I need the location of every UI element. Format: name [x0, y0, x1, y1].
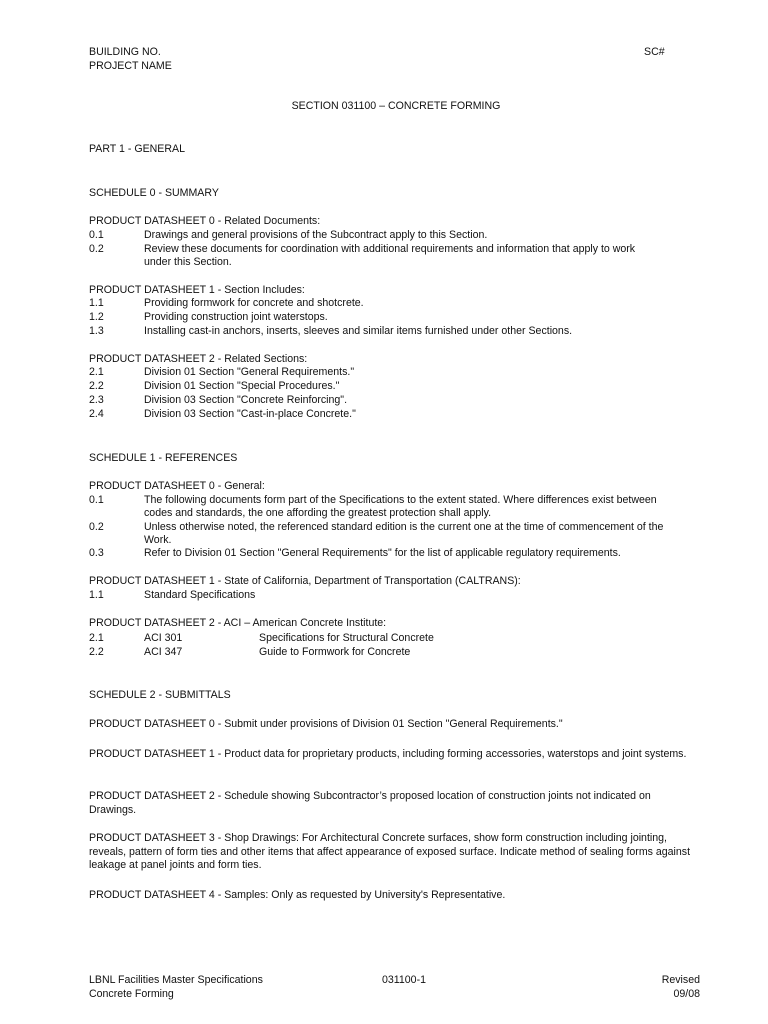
item-number: 1.3	[89, 325, 104, 337]
item-text-cont: under this Section.	[144, 256, 232, 268]
item-number: 1.1	[89, 589, 104, 601]
item-number: 1.2	[89, 311, 104, 323]
schedule-0-title: SCHEDULE 0 - SUMMARY	[89, 187, 219, 199]
datasheet-paragraph: PRODUCT DATASHEET 3 - Shop Drawings: For Architectural Concrete surfaces, show form construction including jointing, reveals, pattern of form ties and other items that affect appearance of exposed surface. Indicate method of sealing forms against leakage at panel joints and form ties.	[89, 832, 691, 871]
footer-section-name: Concrete Forming	[89, 987, 174, 1000]
footer-spec-name: LBNL Facilities Master Specifications	[89, 974, 263, 986]
datasheet-paragraph: PRODUCT DATASHEET 4 - Samples: Only as requested by University's Representative.	[89, 889, 506, 901]
section-title: SECTION 031100 – CONCRETE FORMING	[291, 100, 501, 112]
item-text: Providing construction joint waterstops.	[144, 311, 328, 323]
item-number: 0.3	[89, 547, 104, 559]
reference-title: Guide to Formwork for Concrete	[259, 646, 411, 658]
revised-label: Revised	[661, 974, 700, 986]
header-left	[89, 46, 172, 73]
schedule-1-title: SCHEDULE 1 - REFERENCES	[89, 452, 238, 464]
item-number: 1.1	[89, 297, 104, 309]
page-number: 031100-1	[382, 974, 426, 986]
item-text: Standard Specifications	[144, 589, 256, 601]
building-no: BUILDING NO.	[89, 46, 161, 58]
item-number: 2.3	[89, 394, 104, 406]
footer-left	[89, 974, 263, 1001]
datasheet-paragraph: PRODUCT DATASHEET 2 - Schedule showing Subcontractor’s proposed location of construction joints not indicated on Drawings.	[89, 790, 651, 816]
item-text: Division 01 Section "General Requirements."	[144, 366, 355, 378]
item-number: 2.2	[89, 380, 104, 392]
revised-date: 09/08	[673, 987, 700, 1000]
reference-title: Specifications for Structural Concrete	[259, 632, 434, 644]
item-text: Division 01 Section "Special Procedures."	[144, 380, 340, 392]
reference-code: ACI 347	[144, 646, 183, 658]
item-number: 0.1	[89, 494, 104, 506]
reference-code: ACI 301	[144, 632, 183, 644]
item-number: 2.2	[89, 646, 104, 658]
item-number: 2.1	[89, 366, 104, 378]
item-text: Providing formwork for concrete and shotcrete.	[144, 297, 364, 309]
item-text: Refer to Division 01 Section "General Requirements" for the list of applicable regulatory requirements.	[144, 547, 621, 559]
item-text-cont: Work.	[144, 534, 172, 546]
item-number: 0.1	[89, 229, 104, 241]
item-number: 2.4	[89, 408, 104, 420]
datasheet-title: PRODUCT DATASHEET 1 - Section Includes:	[89, 284, 305, 296]
project-name: PROJECT NAME	[89, 59, 172, 72]
item-text: The following documents form part of the Specifications to the extent stated. Where differences exist between	[144, 494, 657, 506]
item-number: 2.1	[89, 632, 104, 644]
item-number: 0.2	[89, 521, 104, 533]
item-text: Division 03 Section "Concrete Reinforcing".	[144, 394, 348, 406]
datasheet-title: PRODUCT DATASHEET 0 - Related Documents:	[89, 215, 321, 227]
datasheet-paragraph: PRODUCT DATASHEET 1 - Product data for proprietary products, including forming accessories, waterstops and joint systems.	[89, 748, 687, 760]
item-text: Unless otherwise noted, the referenced standard edition is the current one at the time of commencement of the	[144, 521, 664, 533]
item-text: Division 03 Section "Cast-in-place Concrete."	[144, 408, 356, 420]
datasheet-title: PRODUCT DATASHEET 2 - Related Sections:	[89, 353, 308, 365]
item-text: Review these documents for coordination with additional requirements and information that apply to work	[144, 243, 636, 255]
datasheet-paragraph: PRODUCT DATASHEET 0 - Submit under provisions of Division 01 Section "General Requirements."	[89, 718, 563, 730]
datasheet-title: PRODUCT DATASHEET 2 - ACI – American Concrete Institute:	[89, 617, 387, 629]
item-text-cont: codes and standards, the one affording the greatest protection shall apply.	[144, 507, 492, 519]
item-text: Drawings and general provisions of the Subcontract apply to this Section.	[144, 229, 488, 241]
part-heading: PART 1 - GENERAL	[89, 143, 185, 155]
item-number: 0.2	[89, 243, 104, 255]
footer-right	[600, 974, 700, 1001]
schedule-2-title: SCHEDULE 2 - SUBMITTALS	[89, 689, 231, 701]
sc-number: SC#	[644, 46, 665, 58]
datasheet-title: PRODUCT DATASHEET 0 - General:	[89, 480, 265, 492]
item-text: Installing cast-in anchors, inserts, sleeves and similar items furnished under other Sections.	[144, 325, 573, 337]
datasheet-title: PRODUCT DATASHEET 1 - State of California, Department of Transportation (CALTRANS):	[89, 575, 521, 587]
